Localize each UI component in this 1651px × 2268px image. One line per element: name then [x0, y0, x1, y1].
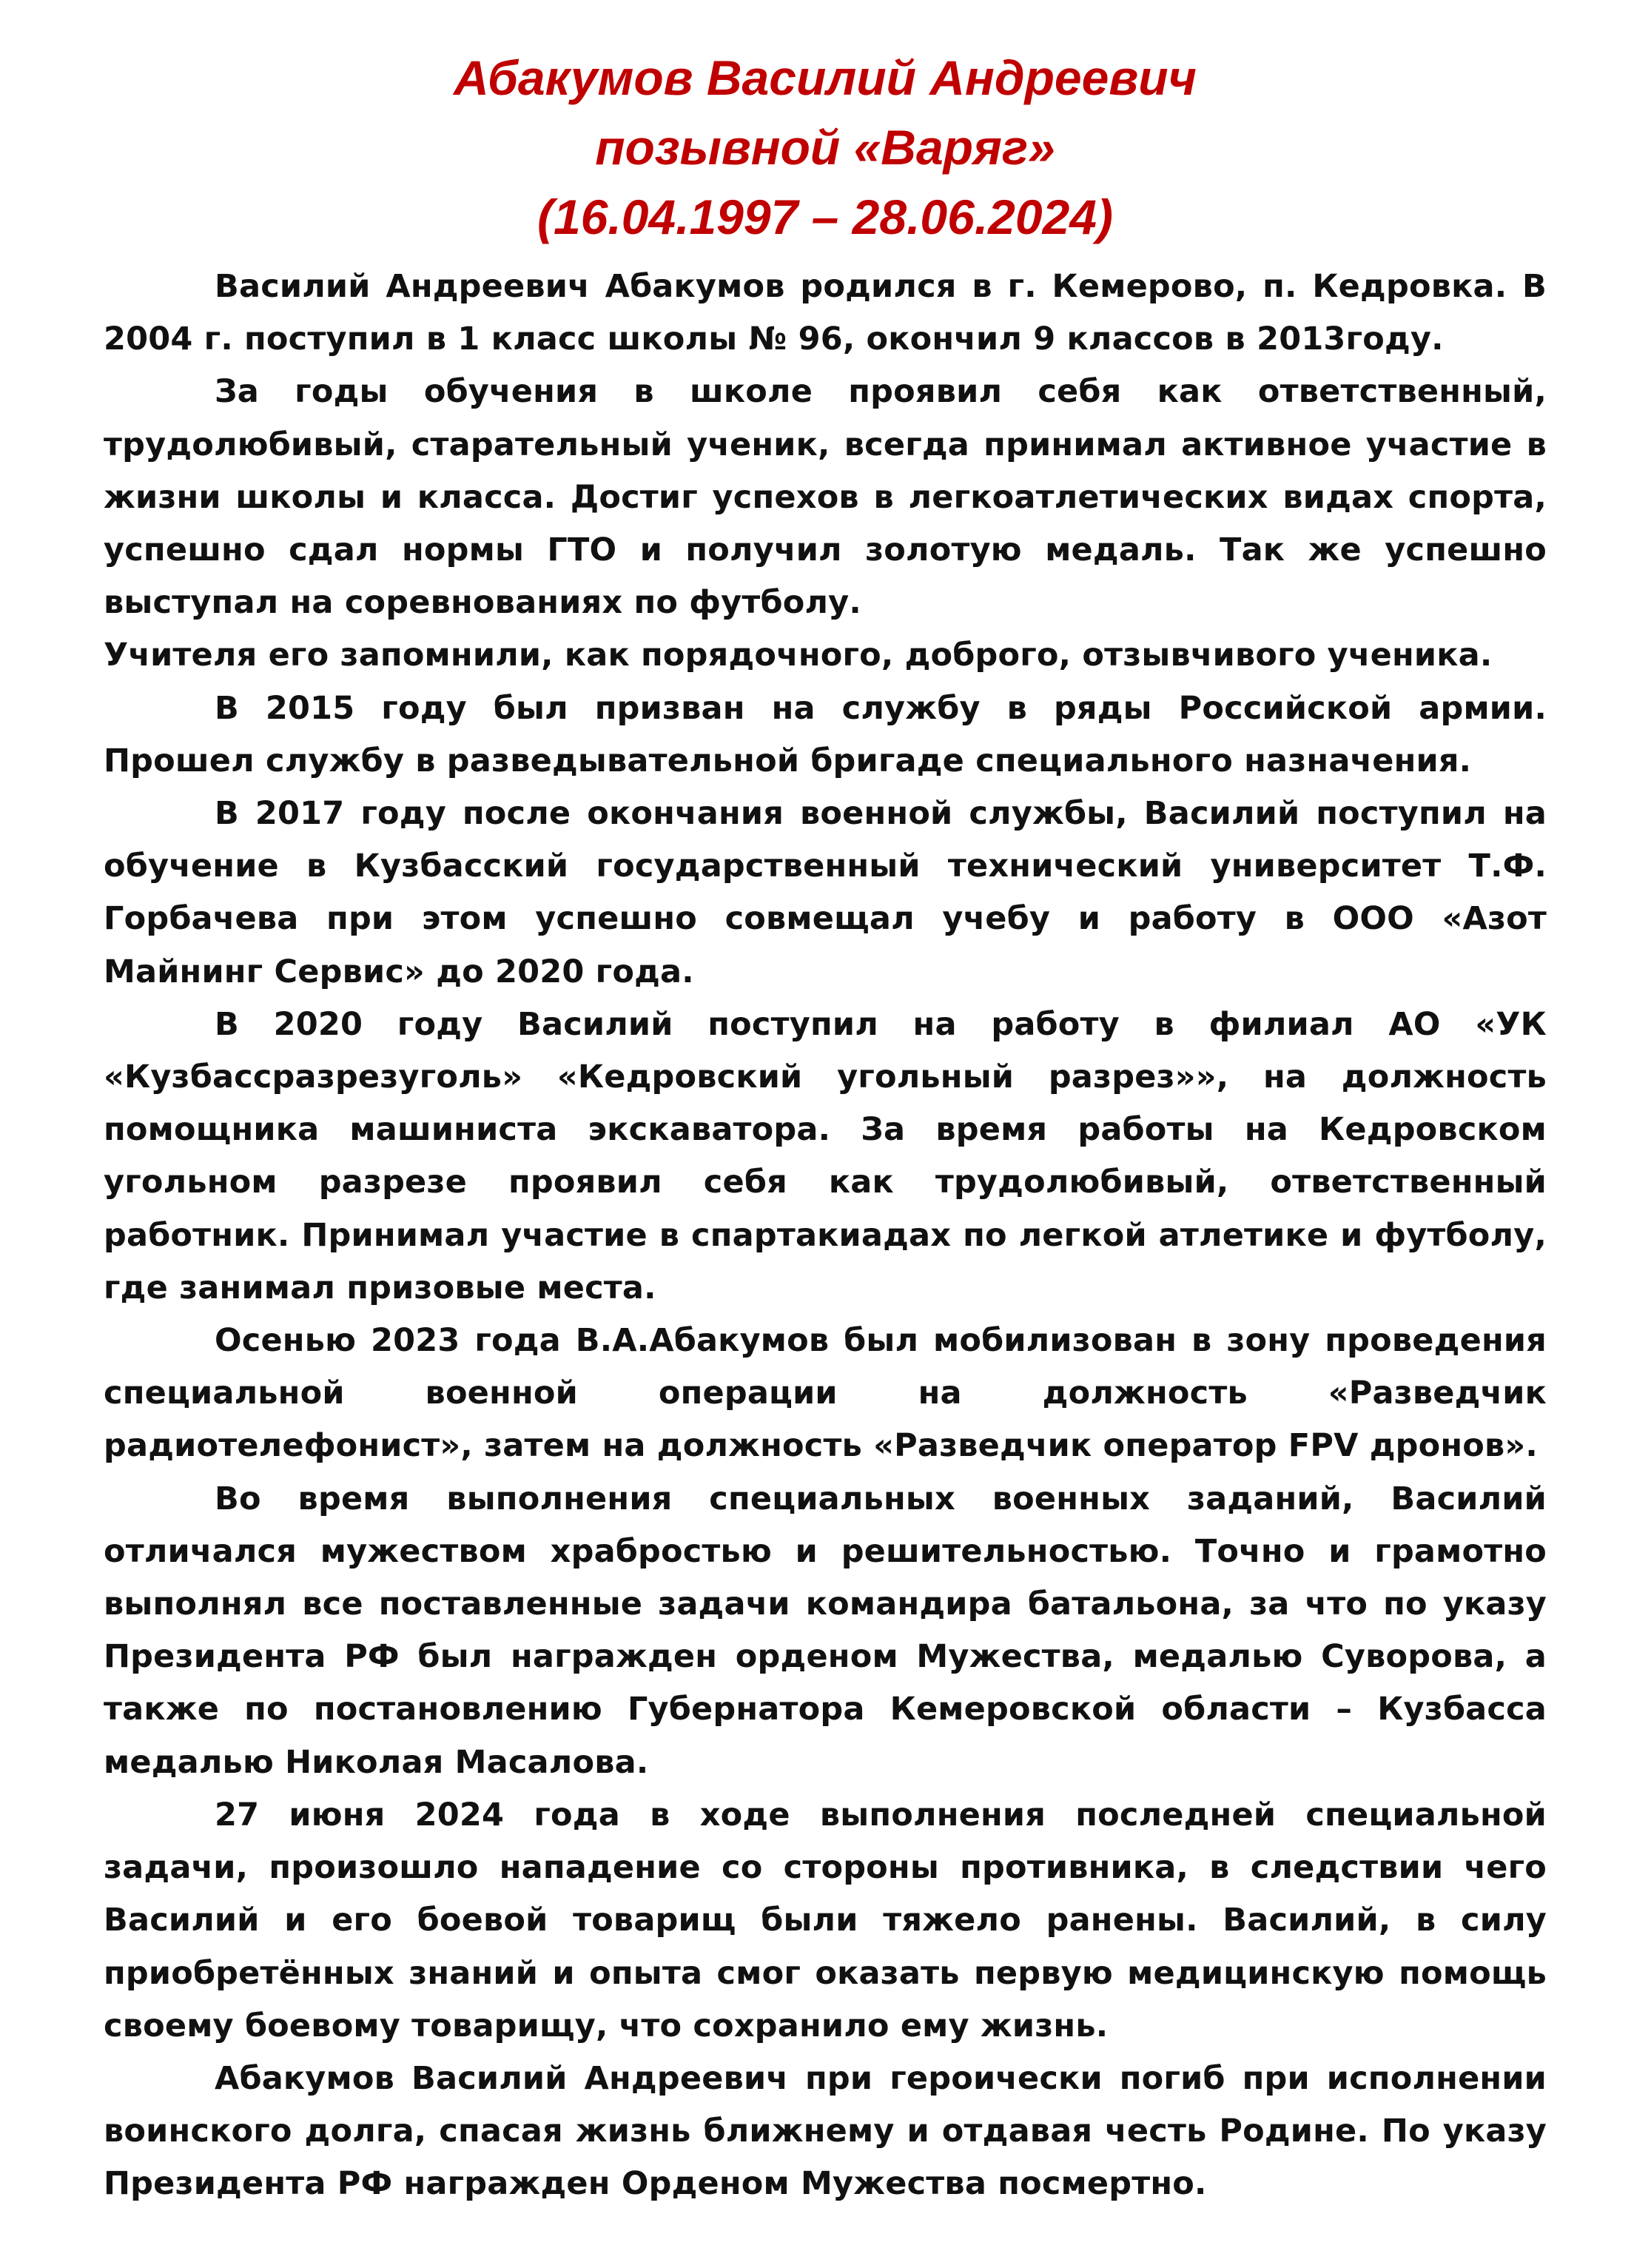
paragraph-birth: Василий Андреевич Абакумов родился в г. Кемерово, п. Кедровка. В 2004 г. поступил в 1 класс школы № 96, окончил 9 классов в 2013году.	[104, 268, 1547, 358]
paragraph-service: Во время выполнения специальных военных заданий, Василий отличался мужеством храбростью и решительностью. Точно и грамотно выполнял все поставленные задачи командира батальона, за что по указу Президента РФ был награжден орденом Мужества, медалью Суворова, а также по постановлению Губернатора Кемеровской области – Кузбасса медалью Николая Масалова.	[104, 1480, 1547, 1781]
document-body	[104, 261, 1547, 2211]
document-title	[104, 43, 1547, 252]
paragraph-work: В 2020 году Василий поступил на работу в филиал АО «УК «Кузбассразрезуголь» «Кедровский угольный разрез»», на должность помощника машиниста экскаватора. За время работы на Кедровском угольном разрезе проявил себя как трудолюбивый, ответственный работник. Принимал участие в спартакиадах по легкой атлетике и футболу, где занимал призовые места.	[104, 1005, 1547, 1306]
paragraph-teachers: Учителя его запомнили, как порядочного, доброго, отзывчивого ученика.	[104, 637, 1493, 674]
paragraph-memorial: Абакумов Василий Андреевич при героически погиб при исполнении воинского долга, спасая жизнь ближнему и отдавая честь Родине. По указу Президента РФ награжден Орденом Мужества посмертно.	[104, 2059, 1547, 2203]
document-page	[104, 43, 1547, 2211]
title-dates: (16.04.1997 – 28.06.2024)	[537, 189, 1113, 244]
paragraph-last-mission: 27 июня 2024 года в ходе выполнения последней специальной задачи, произошло нападение со стороны противника, в следствии чего Василий и его боевой товарищ были тяжело ранены. Василий, в силу приобретённых знаний и опыта смог оказать первую медицинскую помощь своему боевому товарищу, что сохранило ему жизнь.	[104, 1796, 1547, 2044]
title-name: Абакумов Василий Андреевич	[453, 50, 1197, 105]
title-callsign: позывной «Варяг»	[595, 120, 1055, 175]
paragraph-army: В 2015 году был призван на службу в ряды Российской армии. Прошел службу в разведывательной бригаде специального назначения.	[104, 689, 1547, 779]
paragraph-mobilization: Осенью 2023 года В.А.Абакумов был мобилизован в зону проведения специальной военной операции на должность «Разведчик радиотелефонист», затем на должность «Разведчик оператор FPV дронов».	[104, 1322, 1547, 1465]
paragraph-university: В 2017 году после окончания военной службы, Василий поступил на обучение в Кузбасский государственный технический университет Т.Ф. Горбачева при этом успешно совмещал учебу и работу в ООО «Азот Майнинг Сервис» до 2020 года.	[104, 795, 1547, 990]
paragraph-school: За годы обучения в школе проявил себя как ответственный, трудолюбивый, старательный ученик, всегда принимал активное участие в жизни школы и класса. Достиг успехов в легкоатлетических видах спорта, успешно сдал нормы ГТО и получил золотую медаль. Так же успешно выступал на соревнованиях по футболу.	[104, 373, 1547, 622]
